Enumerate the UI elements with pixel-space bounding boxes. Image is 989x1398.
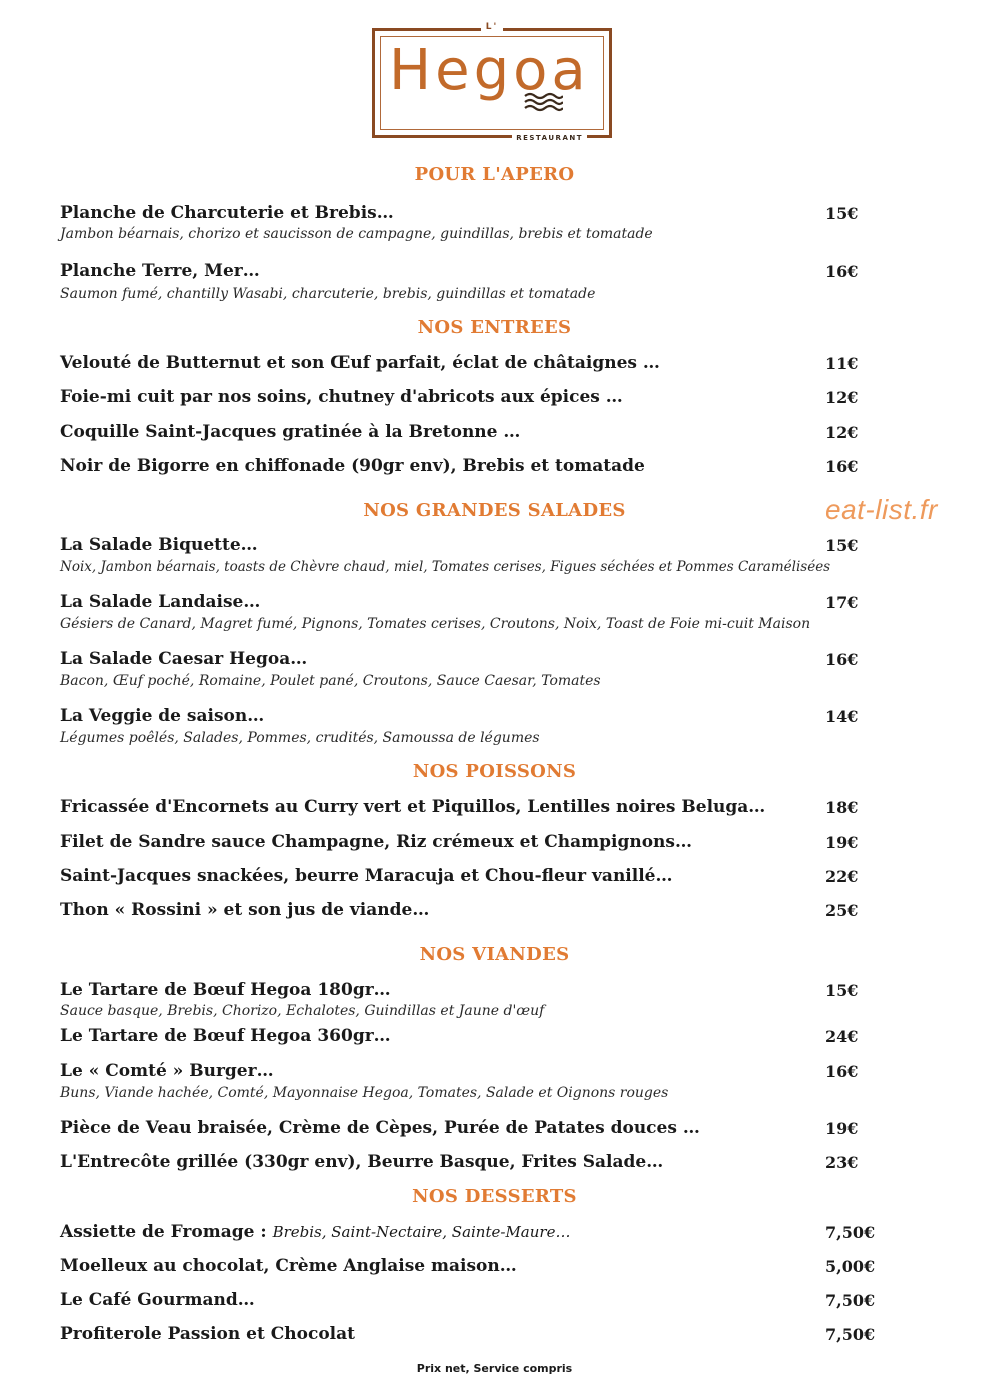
menu-item-name: La Salade Biquette… (60, 535, 258, 555)
menu-item-name: Profiterole Passion et Chocolat (60, 1324, 355, 1344)
menu-item-price: 5,00€ (825, 1257, 876, 1276)
menu-item-name-detail: Brebis, Saint-Nectaire, Sainte-Maure… (272, 1223, 571, 1241)
logo-wordmark: Hegoa (389, 38, 590, 103)
section-title-apero: POUR L'APERO (414, 164, 575, 185)
menu-item-price: 16€ (825, 262, 859, 281)
section-title-entrees: NOS ENTREES (417, 317, 572, 338)
menu-item-name: Pièce de Veau braisée, Crème de Cèpes, Purée de Patates douces … (60, 1118, 700, 1138)
menu-item-description: Saumon fumé, chantilly Wasabi, charcuterie, brebis, guindillas et tomatade (60, 286, 596, 302)
restaurant-logo (372, 22, 612, 142)
menu-item-name: Le Tartare de Bœuf Hegoa 180gr… (60, 980, 391, 1000)
menu-item-price: 23€ (825, 1153, 859, 1172)
menu-item-price: 15€ (825, 981, 859, 1000)
menu-item-description: Bacon, Œuf poché, Romaine, Poulet pané, Croutons, Sauce Caesar, Tomates (60, 673, 601, 689)
menu-item-name: Le Café Gourmand… (60, 1290, 255, 1310)
menu-item-name: Saint-Jacques snackées, beurre Maracuja et Chou-fleur vanillé… (60, 866, 673, 886)
menu-item-description: Jambon béarnais, chorizo et saucisson de campagne, guindillas, brebis et tomatade (60, 226, 653, 242)
menu-item-price: 16€ (825, 1062, 859, 1081)
menu-item-name: Thon « Rossini » et son jus de viande… (60, 900, 430, 920)
section-title-poissons: NOS POISSONS (412, 761, 577, 782)
menu-item-price: 7,50€ (825, 1325, 876, 1344)
menu-item-name: La Salade Caesar Hegoa… (60, 649, 308, 669)
menu-item-price: 12€ (825, 423, 859, 442)
menu-item-name: Le Tartare de Bœuf Hegoa 360gr… (60, 1026, 391, 1046)
waves-icon (523, 91, 563, 113)
menu-item-price: 25€ (825, 901, 859, 920)
section-title-salades: NOS GRANDES SALADES (363, 500, 626, 521)
menu-item-price: 19€ (825, 1119, 859, 1138)
menu-item-name: La Veggie de saison… (60, 706, 265, 726)
menu-item-description: Sauce basque, Brebis, Chorizo, Echalotes, Guindillas et Jaune d'œuf (60, 1003, 545, 1019)
menu-item-name: Le « Comté » Burger… (60, 1061, 274, 1081)
menu-item-name: L'Entrecôte grillée (330gr env), Beurre Basque, Frites Salade… (60, 1152, 664, 1172)
menu-item-name: Filet de Sandre sauce Champagne, Riz crémeux et Champignons… (60, 832, 692, 852)
menu-item-name: Fricassée d'Encornets au Curry vert et Piquillos, Lentilles noires Beluga… (60, 797, 766, 817)
menu-item-name: Foie-mi cuit par nos soins, chutney d'abricots aux épices … (60, 387, 623, 407)
menu-item-price: 19€ (825, 833, 859, 852)
menu-item-price: 18€ (825, 798, 859, 817)
menu-item-price: 17€ (825, 593, 859, 612)
section-title-viandes: NOS VIANDES (419, 944, 570, 965)
menu-item-description: Légumes poêlés, Salades, Pommes, crudités, Samoussa de légumes (60, 730, 540, 746)
section-title-desserts: NOS DESSERTS (412, 1186, 577, 1207)
watermark: eat-list.fr (825, 494, 938, 525)
logo-prefix: L' (481, 22, 504, 32)
menu-item-name: Moelleux au chocolat, Crème Anglaise maison… (60, 1256, 517, 1276)
footer-note: Prix net, Service compris (416, 1362, 573, 1375)
menu-item-name: Coquille Saint-Jacques gratinée à la Bretonne … (60, 422, 521, 442)
menu-item-price: 14€ (825, 707, 859, 726)
menu-item-name: Noir de Bigorre en chiffonade (90gr env), Brebis et tomatade (60, 456, 645, 476)
logo-subtitle: RESTAURANT (512, 134, 587, 142)
menu-item-description: Noix, Jambon béarnais, toasts de Chèvre chaud, miel, Tomates cerises, Figues séchées et Pommes Caramélisées (60, 559, 831, 575)
menu-item-price: 11€ (825, 354, 859, 373)
menu-item-name: La Salade Landaise… (60, 592, 261, 612)
menu-item-description: Gésiers de Canard, Magret fumé, Pignons, Tomates cerises, Croutons, Noix, Toast de Foie mi-cuit Maison (60, 616, 811, 632)
menu-item-price: 16€ (825, 650, 859, 669)
menu-item-description: Buns, Viande hachée, Comté, Mayonnaise Hegoa, Tomates, Salade et Oignons rouges (60, 1085, 669, 1101)
menu-item-price: 16€ (825, 457, 859, 476)
menu-item-name-main: Assiette de Fromage : (60, 1222, 273, 1242)
menu-item-name: Planche de Charcuterie et Brebis… (60, 203, 394, 223)
menu-item-price: 7,50€ (825, 1291, 876, 1310)
menu-item-name: Planche Terre, Mer… (60, 261, 260, 281)
menu-item-name: Velouté de Butternut et son Œuf parfait, éclat de châtaignes … (60, 353, 660, 373)
menu-item-price: 15€ (825, 536, 859, 555)
menu-item-price: 22€ (825, 867, 859, 886)
menu-item-name (60, 1222, 570, 1242)
menu-item-price: 24€ (825, 1027, 859, 1046)
menu-item-price: 15€ (825, 204, 859, 223)
menu-item-price: 7,50€ (825, 1223, 876, 1242)
menu-item-price: 12€ (825, 388, 859, 407)
